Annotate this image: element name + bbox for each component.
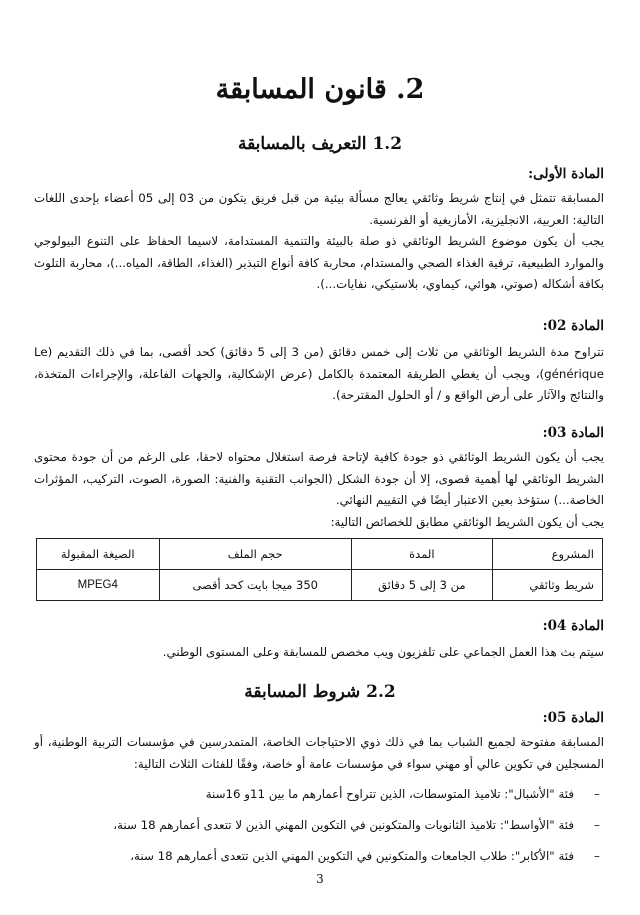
table-cell: 350 ميجا بايت كحد أقصى (159, 570, 351, 601)
article-1-paragraph-1: المسابقة تتمثل في إنتاج شريط وثائقي يعالج مسألة بيئية من قبل فريق يتكون من 03 إلى 05 أعضاء بإحدى اللغات التالية: العربية، الانجليزية، الأمازيغية أو الفرنسية. (34, 191, 604, 227)
category-text: فئة "الأواسط": تلاميذ الثانويات والمتكونين في التكوين المهني الذين لا تتعدى أعمارهم 18 سنة، (113, 817, 574, 832)
article-3-paragraph-1: يجب أن يكون الشريط الوثائقي ذو جودة كافية لإتاحة فرصة استغلال محتواه لاحقا، على الرغم من أن جودة محتوى الشريط الوثائقي لها أهمية قصوى، إلا أن جودة الشكل (الجوانب التقنية والفنية: الصورة، الصوت، التركيب، المؤثرات الخاصة...) ستؤخذ بعين الاعتبار أيضًا في التقييم النهائي. (34, 450, 604, 507)
article-3-body (34, 447, 604, 533)
article-2-body (34, 342, 604, 407)
article-5-body (34, 732, 604, 775)
article-4-body (34, 642, 604, 664)
article-2-paragraph-1: تتراوح مدة الشريط الوثائقي من ثلاث إلى خمس دقائق (من 3 إلى 5 دقائق) كحد أقصى، بما في ذلك التقديم (Le générique)، ويجب أن يغطي الطريقة المعتمدة بالكامل (عرض الإشكالية، والجهات الفاعلة، والإجراءات المتخذة، والنتائج والآثار على أرض الواقع و / أو الحلول المقترحة). (34, 345, 604, 402)
article-3-paragraph-2: يجب أن يكون الشريط الوثائقي مطابق للخصائص التالية: (330, 514, 604, 529)
table-header-cell: حجم الملف (159, 539, 351, 570)
table-cell: MPEG4 (37, 570, 160, 601)
list-item (44, 778, 604, 809)
article-2-label: المادة 02: (542, 318, 604, 334)
table-cell: من 3 إلى 5 دقائق (351, 570, 492, 601)
category-list (44, 778, 604, 871)
table-header-cell: المدة (351, 539, 492, 570)
dash-bullet: – (594, 848, 600, 863)
list-item (44, 809, 604, 840)
dash-bullet: – (594, 817, 600, 832)
table-header-cell: المشروع (492, 539, 602, 570)
article-1-label: المادة الأولى: (528, 166, 604, 182)
category-text: فئة "الأكابر": طلاب الجامعات والمتكونين في التكوين المهني الذين تتعدى أعمارهم 18 سنة، (130, 848, 574, 863)
section-title-conditions: 2.2 شروط المسابقة (244, 682, 396, 702)
article-4-label: المادة 04: (542, 618, 604, 634)
article-5-label: المادة 05: (542, 710, 604, 726)
page-title: 2. قانون المسابقة (215, 74, 425, 105)
section-title-definition: 1.2 التعريف بالمسابقة (237, 134, 403, 154)
article-5-paragraph-1: المسابقة مفتوحة لجميع الشباب بما في ذلك ذوي الاحتياجات الخاصة، المتمدرسين في مؤسسات التربية الوطنية، أو المسجلين في تكوين عالي أو مهني سواء في مؤسسات عامة أو خاصة، وفقًا للفئات الثلاث التالية: (34, 735, 604, 771)
article-1-paragraph-2: يجب أن يكون موضوع الشريط الوثائقي ذو صلة بالبيئة والتنمية المستدامة، لاسيما الحفاظ على التنوع البيولوجي والموارد الطبيعية، ترقية الغذاء الصحي والمستدام، محاربة كافة أنواع التبذير (الغذاء، الطاقة، المياه...)، محاربة التلوث بكافة أشكاله (صوتي، هوائي، كيماوي، بلاستيكي، نفايات...). (34, 234, 604, 291)
specs-table (36, 538, 603, 601)
table-cell: شريط وثائقي (492, 570, 602, 601)
page-number: 3 (316, 872, 324, 886)
table-header-cell: الصيغة المقبولة (37, 539, 160, 570)
article-4-paragraph-1: سيتم بث هذا العمل الجماعي على تلفزيون ويب مخصص للمسابقة وعلى المستوى الوطني. (162, 645, 604, 659)
article-3-label: المادة 03: (542, 425, 604, 441)
category-text: فئة "الأشبال": تلاميذ المتوسطات، الذين تتراوح أعمارهم ما بين 11و 16سنة (205, 786, 574, 801)
table-row (37, 570, 603, 601)
table-header-row (37, 539, 603, 570)
list-item (44, 840, 604, 871)
article-1-body (34, 188, 604, 296)
dash-bullet: – (594, 786, 600, 801)
